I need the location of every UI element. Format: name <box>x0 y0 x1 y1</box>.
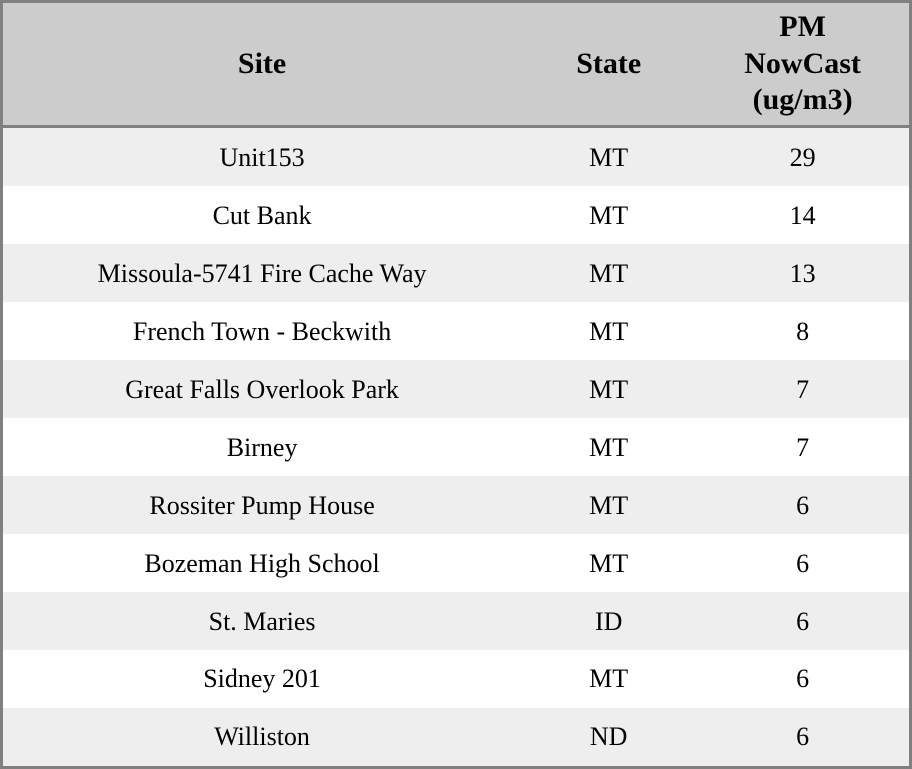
table-header-row <box>3 3 909 126</box>
table-row <box>3 244 909 302</box>
table-row <box>3 126 909 186</box>
table-row <box>3 476 909 534</box>
table-row <box>3 708 909 766</box>
cell-pm: 6 <box>796 606 810 636</box>
cell-pm: 29 <box>789 142 816 172</box>
cell-state: MT <box>589 664 629 694</box>
cell-state: MT <box>589 548 629 578</box>
cell-site: Unit153 <box>219 142 305 172</box>
cell-state: ID <box>594 606 623 636</box>
cell-pm: 7 <box>796 432 810 462</box>
air-quality-table <box>3 3 909 766</box>
cell-site: Sidney 201 <box>203 664 321 694</box>
cell-site: Birney <box>226 432 298 462</box>
table-row <box>3 186 909 244</box>
table-row <box>3 592 909 650</box>
cell-state: MT <box>589 316 629 346</box>
table-row <box>3 418 909 476</box>
cell-pm: 6 <box>796 490 810 520</box>
cell-site: Williston <box>214 722 310 752</box>
cell-site: Cut Bank <box>212 200 312 230</box>
column-header-pm-line-2: NowCast <box>744 46 861 80</box>
cell-site: St. Maries <box>208 606 316 636</box>
column-header-pm-line-3: (ug/m3) <box>752 83 853 117</box>
cell-state: ND <box>589 722 628 752</box>
table-header <box>3 3 909 126</box>
cell-site: Great Falls Overlook Park <box>125 374 399 404</box>
column-header-pm-line-1: PM <box>779 10 826 43</box>
cell-state: MT <box>589 258 629 288</box>
cell-state: MT <box>589 200 629 230</box>
column-header-site: Site <box>3 3 521 126</box>
table-row <box>3 360 909 418</box>
cell-pm: 6 <box>796 722 810 752</box>
column-header-state: State <box>521 3 696 126</box>
cell-site: Bozeman High School <box>144 548 380 578</box>
column-header-pm-nowcast <box>696 3 909 126</box>
table-row <box>3 302 909 360</box>
cell-state: MT <box>589 142 629 172</box>
cell-site: Rossiter Pump House <box>149 490 375 520</box>
cell-state: MT <box>589 490 629 520</box>
cell-pm: 8 <box>796 316 810 346</box>
cell-state: MT <box>589 432 629 462</box>
cell-pm: 6 <box>796 548 810 578</box>
cell-pm: 6 <box>796 664 810 694</box>
cell-site: French Town - Beckwith <box>132 316 392 346</box>
cell-site: Missoula-5741 Fire Cache Way <box>97 258 427 288</box>
table-body <box>3 126 909 766</box>
table-row <box>3 650 909 708</box>
cell-pm: 7 <box>796 374 810 404</box>
cell-pm: 14 <box>789 200 816 230</box>
cell-state: MT <box>589 374 629 404</box>
table-row <box>3 534 909 592</box>
cell-pm: 13 <box>789 258 816 288</box>
